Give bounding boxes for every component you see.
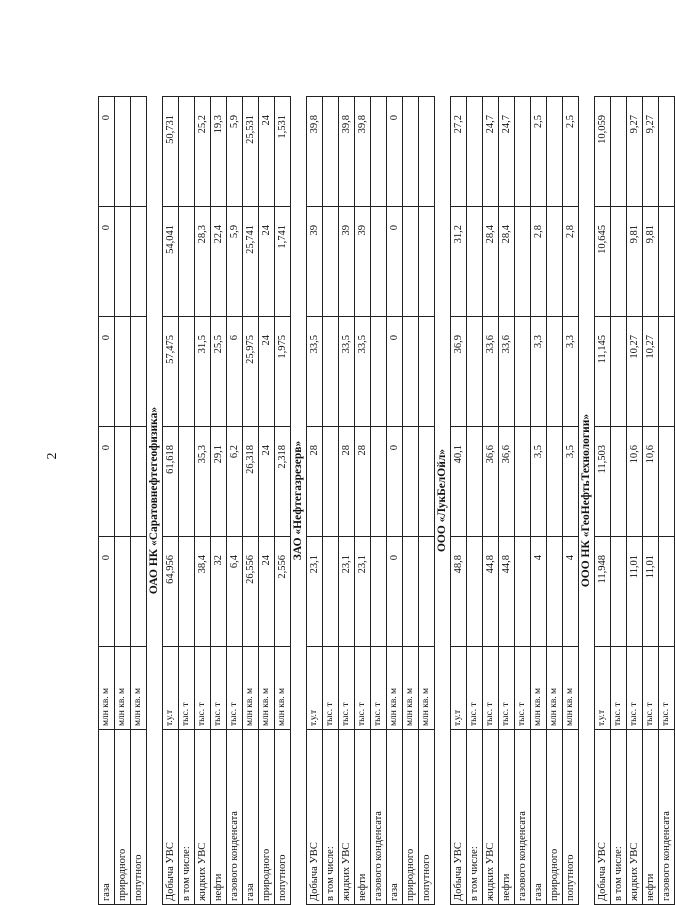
value-cell: 44,8 <box>499 537 515 647</box>
value-cell <box>179 207 195 317</box>
value-cell: 0 <box>99 317 115 427</box>
table-row <box>275 97 291 905</box>
row-label: попутного <box>131 730 147 905</box>
row-unit: тыс. т <box>515 647 531 730</box>
value-cell: 38,4 <box>195 537 211 647</box>
value-cell: 6,4 <box>227 537 243 647</box>
value-cell: 0 <box>99 97 115 207</box>
value-cell: 24 <box>259 317 275 427</box>
value-cell: 33,5 <box>307 317 323 427</box>
value-cell: 26,556 <box>243 537 259 647</box>
value-cell: 2,5 <box>531 97 547 207</box>
value-cell: 27,2 <box>451 97 467 207</box>
value-cell <box>659 317 675 427</box>
value-cell: 19,3 <box>211 97 227 207</box>
value-cell <box>547 97 563 207</box>
row-label: нефти <box>643 730 659 905</box>
row-label: в том числе: <box>323 730 339 905</box>
value-cell: 39,8 <box>307 97 323 207</box>
value-cell: 0 <box>387 97 403 207</box>
value-cell <box>179 97 195 207</box>
table-row <box>547 97 563 905</box>
row-unit: тыс. т <box>195 647 211 730</box>
row-unit: тыс. т <box>323 647 339 730</box>
value-cell: 33,5 <box>339 317 355 427</box>
value-cell: 22,4 <box>211 207 227 317</box>
value-cell: 32 <box>211 537 227 647</box>
row-label: жидких УВС <box>627 730 643 905</box>
value-cell <box>323 537 339 647</box>
value-cell: 10,059 <box>595 97 611 207</box>
value-cell: 25,2 <box>195 97 211 207</box>
value-cell: 2,318 <box>275 427 291 537</box>
value-cell <box>115 97 131 207</box>
table-row <box>163 97 179 905</box>
value-cell: 5,9 <box>227 207 243 317</box>
row-unit: млн кв. м <box>563 647 579 730</box>
value-cell <box>403 207 419 317</box>
value-cell: 24 <box>259 207 275 317</box>
value-cell: 36,6 <box>483 427 499 537</box>
value-cell: 11,948 <box>595 537 611 647</box>
value-cell <box>515 317 531 427</box>
value-cell: 11,01 <box>643 537 659 647</box>
value-cell: 10,645 <box>595 207 611 317</box>
table-row <box>115 97 131 905</box>
row-unit: млн кв. м <box>403 647 419 730</box>
value-cell: 11,503 <box>595 427 611 537</box>
table-row <box>403 97 419 905</box>
value-cell: 10,6 <box>627 427 643 537</box>
value-cell <box>467 207 483 317</box>
value-cell: 31,2 <box>451 207 467 317</box>
row-unit: тыс. т <box>179 647 195 730</box>
rotated-table-page <box>98 97 672 905</box>
row-unit: тыс. т <box>467 647 483 730</box>
table-row <box>323 97 339 905</box>
table-row <box>531 97 547 905</box>
row-unit: тыс. т <box>355 647 371 730</box>
row-label: природного <box>403 730 419 905</box>
table-row <box>499 97 515 905</box>
value-cell <box>467 97 483 207</box>
table-row <box>99 97 115 905</box>
value-cell: 23,1 <box>307 537 323 647</box>
value-cell: 1,975 <box>275 317 291 427</box>
table-row <box>387 97 403 905</box>
value-cell: 61,618 <box>163 427 179 537</box>
value-cell <box>323 317 339 427</box>
value-cell: 2,5 <box>563 97 579 207</box>
row-label: газа <box>387 730 403 905</box>
row-unit: тыс. т <box>643 647 659 730</box>
row-unit: млн кв. м <box>243 647 259 730</box>
table-row <box>211 97 227 905</box>
table-row <box>339 97 355 905</box>
value-cell: 48,8 <box>451 537 467 647</box>
value-cell: 36,9 <box>451 317 467 427</box>
section-header-row <box>291 97 307 905</box>
value-cell: 2,8 <box>531 207 547 317</box>
value-cell: 50,731 <box>163 97 179 207</box>
value-cell: 54,041 <box>163 207 179 317</box>
value-cell: 5,9 <box>227 97 243 207</box>
value-cell: 4 <box>531 537 547 647</box>
value-cell <box>403 427 419 537</box>
table-row <box>611 97 627 905</box>
value-cell: 24 <box>259 97 275 207</box>
value-cell <box>131 317 147 427</box>
value-cell <box>403 317 419 427</box>
table-row <box>451 97 467 905</box>
value-cell: 24,7 <box>483 97 499 207</box>
row-unit: млн кв. м <box>419 647 435 730</box>
table-row <box>627 97 643 905</box>
value-cell: 10,27 <box>643 317 659 427</box>
value-cell <box>611 427 627 537</box>
value-cell: 24 <box>259 537 275 647</box>
production-table <box>98 96 675 905</box>
value-cell <box>371 427 387 537</box>
value-cell: 0 <box>99 207 115 317</box>
row-unit: т.у.т <box>595 647 611 730</box>
value-cell <box>323 427 339 537</box>
section-header-row <box>147 97 163 905</box>
value-cell <box>515 97 531 207</box>
section-title: ООО НК «ГеоНефтьТехнологии» <box>579 97 595 905</box>
section-title: ООО «ЛукБелОйл» <box>435 97 451 905</box>
row-label: природного <box>115 730 131 905</box>
value-cell <box>323 97 339 207</box>
value-cell <box>403 537 419 647</box>
value-cell: 0 <box>387 317 403 427</box>
table-row <box>563 97 579 905</box>
value-cell: 10,27 <box>627 317 643 427</box>
table-row <box>595 97 611 905</box>
row-unit: млн кв. м <box>547 647 563 730</box>
value-cell <box>179 427 195 537</box>
value-cell: 28,3 <box>195 207 211 317</box>
row-label: жидких УВС <box>483 730 499 905</box>
value-cell <box>467 537 483 647</box>
value-cell <box>659 537 675 647</box>
value-cell: 36,6 <box>499 427 515 537</box>
value-cell: 33,6 <box>499 317 515 427</box>
row-unit: т.у.т <box>163 647 179 730</box>
value-cell <box>547 207 563 317</box>
value-cell: 2,556 <box>275 537 291 647</box>
value-cell: 25,5 <box>211 317 227 427</box>
value-cell <box>515 207 531 317</box>
table-body <box>99 97 675 905</box>
value-cell: 3,5 <box>563 427 579 537</box>
table-row <box>419 97 435 905</box>
row-unit: млн кв. м <box>259 647 275 730</box>
value-cell: 39,8 <box>355 97 371 207</box>
row-unit: тыс. т <box>211 647 227 730</box>
value-cell <box>131 537 147 647</box>
value-cell: 57,475 <box>163 317 179 427</box>
row-unit: т.у.т <box>307 647 323 730</box>
row-label: попутного <box>563 730 579 905</box>
value-cell <box>547 537 563 647</box>
row-unit: млн кв. м <box>275 647 291 730</box>
row-label: попутного <box>275 730 291 905</box>
value-cell <box>419 207 435 317</box>
value-cell: 40,1 <box>451 427 467 537</box>
value-cell <box>419 97 435 207</box>
value-cell: 9,27 <box>643 97 659 207</box>
row-label: газового конденсата <box>227 730 243 905</box>
table-row <box>515 97 531 905</box>
value-cell: 28 <box>307 427 323 537</box>
value-cell: 28 <box>355 427 371 537</box>
value-cell: 9,27 <box>627 97 643 207</box>
row-unit: млн кв. м <box>387 647 403 730</box>
row-label: газового конденсата <box>371 730 387 905</box>
value-cell: 28,4 <box>499 207 515 317</box>
value-cell <box>371 317 387 427</box>
value-cell: 33,5 <box>355 317 371 427</box>
value-cell: 3,3 <box>531 317 547 427</box>
value-cell: 25,975 <box>243 317 259 427</box>
section-title: ЗАО «Нефтегазрезерв» <box>291 97 307 905</box>
value-cell: 33,6 <box>483 317 499 427</box>
table-row <box>227 97 243 905</box>
value-cell <box>659 207 675 317</box>
value-cell <box>371 97 387 207</box>
value-cell <box>611 97 627 207</box>
row-label: в том числе: <box>179 730 195 905</box>
value-cell: 24 <box>259 427 275 537</box>
value-cell <box>419 537 435 647</box>
value-cell <box>179 537 195 647</box>
value-cell <box>515 537 531 647</box>
value-cell <box>467 427 483 537</box>
row-unit: тыс. т <box>339 647 355 730</box>
table-row <box>259 97 275 905</box>
row-label: нефти <box>499 730 515 905</box>
value-cell: 25,741 <box>243 207 259 317</box>
value-cell <box>371 207 387 317</box>
value-cell: 39,8 <box>339 97 355 207</box>
value-cell: 39 <box>307 207 323 317</box>
value-cell <box>659 427 675 537</box>
value-cell <box>611 207 627 317</box>
value-cell: 2,8 <box>563 207 579 317</box>
table-row <box>643 97 659 905</box>
row-unit: тыс. т <box>371 647 387 730</box>
value-cell: 11,145 <box>595 317 611 427</box>
value-cell: 6 <box>227 317 243 427</box>
value-cell <box>419 317 435 427</box>
table-row <box>467 97 483 905</box>
value-cell <box>115 537 131 647</box>
value-cell <box>179 317 195 427</box>
value-cell <box>323 207 339 317</box>
value-cell: 35,3 <box>195 427 211 537</box>
table-row <box>483 97 499 905</box>
value-cell: 31,5 <box>195 317 211 427</box>
row-unit: т.у.т <box>451 647 467 730</box>
row-unit: тыс. т <box>483 647 499 730</box>
value-cell <box>115 427 131 537</box>
row-label: газа <box>531 730 547 905</box>
value-cell <box>419 427 435 537</box>
value-cell: 0 <box>387 427 403 537</box>
row-unit: млн кв. м <box>531 647 547 730</box>
value-cell <box>371 537 387 647</box>
value-cell <box>131 207 147 317</box>
value-cell: 11,01 <box>627 537 643 647</box>
table-row <box>131 97 147 905</box>
row-unit: тыс. т <box>659 647 675 730</box>
value-cell: 3,3 <box>563 317 579 427</box>
value-cell: 1,531 <box>275 97 291 207</box>
value-cell: 39 <box>355 207 371 317</box>
value-cell: 0 <box>99 537 115 647</box>
value-cell: 26,318 <box>243 427 259 537</box>
value-cell <box>115 207 131 317</box>
row-label: попутного <box>419 730 435 905</box>
table-row <box>243 97 259 905</box>
value-cell: 23,1 <box>339 537 355 647</box>
value-cell <box>611 537 627 647</box>
table-row <box>355 97 371 905</box>
row-unit: млн кв. м <box>131 647 147 730</box>
value-cell <box>131 427 147 537</box>
value-cell <box>467 317 483 427</box>
value-cell: 28 <box>339 427 355 537</box>
value-cell: 39 <box>339 207 355 317</box>
row-label: жидких УВС <box>339 730 355 905</box>
value-cell <box>403 97 419 207</box>
row-unit: тыс. т <box>227 647 243 730</box>
table-row <box>195 97 211 905</box>
value-cell: 9,81 <box>627 207 643 317</box>
value-cell <box>131 97 147 207</box>
row-label: Добыча УВС <box>163 730 179 905</box>
value-cell: 28,4 <box>483 207 499 317</box>
table-row <box>179 97 195 905</box>
value-cell: 29,1 <box>211 427 227 537</box>
row-unit: тыс. т <box>499 647 515 730</box>
section-header-row <box>579 97 595 905</box>
value-cell <box>547 317 563 427</box>
row-label: природного <box>259 730 275 905</box>
page-number: 2 <box>45 452 60 460</box>
value-cell: 1,741 <box>275 207 291 317</box>
row-label: Добыча УВС <box>307 730 323 905</box>
row-label: Добыча УВС <box>451 730 467 905</box>
value-cell <box>547 427 563 537</box>
table-row <box>371 97 387 905</box>
value-cell: 64,956 <box>163 537 179 647</box>
value-cell: 10,6 <box>643 427 659 537</box>
value-cell: 3,5 <box>531 427 547 537</box>
value-cell: 0 <box>387 537 403 647</box>
value-cell: 23,1 <box>355 537 371 647</box>
value-cell: 24,7 <box>499 97 515 207</box>
value-cell <box>611 317 627 427</box>
row-label: Добыча УВС <box>595 730 611 905</box>
row-label: газа <box>243 730 259 905</box>
value-cell <box>115 317 131 427</box>
row-label: в том числе: <box>611 730 627 905</box>
value-cell: 4 <box>563 537 579 647</box>
row-label: в том числе: <box>467 730 483 905</box>
table-row <box>307 97 323 905</box>
row-unit: тыс. т <box>627 647 643 730</box>
row-unit: тыс. т <box>611 647 627 730</box>
value-cell: 0 <box>99 427 115 537</box>
row-label: жидких УВС <box>195 730 211 905</box>
section-title: ОАО НК «Саратовнефтегеофизика» <box>147 97 163 905</box>
value-cell: 44,8 <box>483 537 499 647</box>
value-cell <box>659 97 675 207</box>
row-unit: млн кв. м <box>115 647 131 730</box>
value-cell <box>515 427 531 537</box>
row-label: нефти <box>211 730 227 905</box>
row-unit: млн кв. м <box>99 647 115 730</box>
value-cell: 0 <box>387 207 403 317</box>
row-label: газа <box>99 730 115 905</box>
row-label: природного <box>547 730 563 905</box>
row-label: газового конденсата <box>659 730 675 905</box>
value-cell: 25,531 <box>243 97 259 207</box>
row-label: нефти <box>355 730 371 905</box>
value-cell: 9,81 <box>643 207 659 317</box>
table-row <box>659 97 675 905</box>
row-label: газового конденсата <box>515 730 531 905</box>
section-header-row <box>435 97 451 905</box>
value-cell: 6,2 <box>227 427 243 537</box>
